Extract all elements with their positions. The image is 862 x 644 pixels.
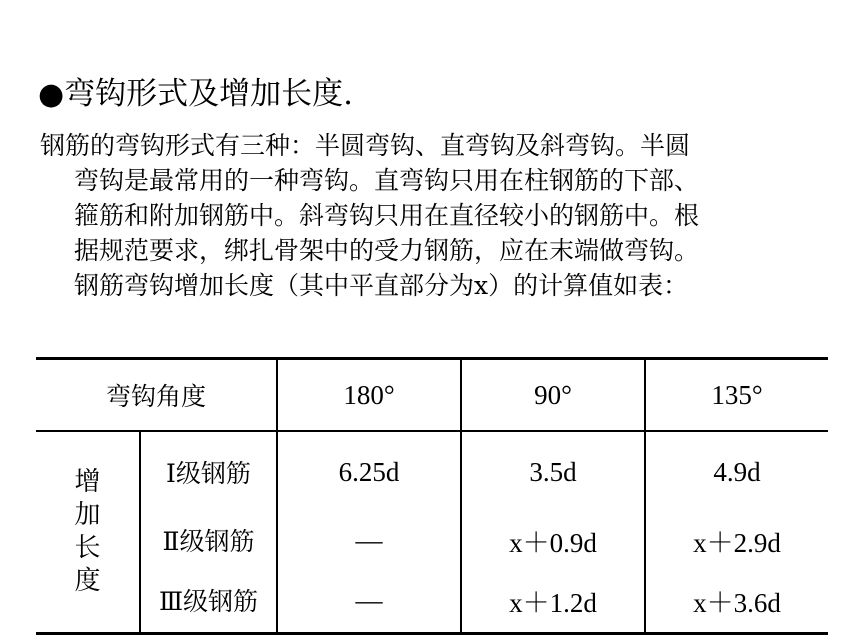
added-length-char: 度 xyxy=(74,566,101,596)
value-cell: x＋0.9d xyxy=(461,512,645,568)
paragraph-line: 据规范要求，绑扎骨架中的受力钢筋，应在末端做弯钩。 xyxy=(74,236,700,265)
added-length-label xyxy=(36,431,140,634)
hook-angle-header: 弯钩角度 xyxy=(36,359,277,432)
table-row xyxy=(36,512,828,568)
angle-180-header: 180° xyxy=(277,359,461,432)
added-length-char: 增 xyxy=(74,467,101,497)
value-cell: — xyxy=(277,568,461,634)
table-row xyxy=(36,568,828,634)
value-cell: — xyxy=(277,512,461,568)
value-cell: x＋1.2d xyxy=(461,568,645,634)
added-length-char: 加 xyxy=(74,500,101,530)
angle-135-header: 135° xyxy=(645,359,828,432)
paragraph-line: 钢筋的弯钩形式有三种：半圆弯钩、直弯钩及斜弯钩。半圆 xyxy=(40,131,691,160)
angle-90-header: 90° xyxy=(461,359,645,432)
bullet-icon: ● xyxy=(38,77,65,112)
paragraph-line: 箍筋和附加钢筋中。斜弯钩只用在直径较小的钢筋中。根 xyxy=(74,201,700,230)
hook-length-table xyxy=(36,357,828,635)
paragraph-line: 弯钩是最常用的一种弯钩。直弯钩只用在柱钢筋的下部、 xyxy=(74,166,700,195)
paragraph-line: 钢筋弯钩增加长度（其中平直部分为x）的计算值如表： xyxy=(74,271,689,300)
steel-grade-cell: Ⅰ级钢筋 xyxy=(140,431,277,512)
value-cell: x＋2.9d xyxy=(693,527,781,558)
added-length-char: 长 xyxy=(74,533,101,563)
table-row xyxy=(36,431,828,512)
heading-text: 弯钩形式及增加长度. xyxy=(64,76,354,112)
value-cell: 3.5d xyxy=(461,431,645,512)
value-cell: 6.25d xyxy=(277,431,461,512)
table-header-row xyxy=(36,359,828,432)
description-paragraph xyxy=(40,128,830,303)
steel-grade-cell: Ⅱ级钢筋 xyxy=(140,512,277,568)
value-cell: x＋3.6d xyxy=(645,568,828,634)
steel-grade-cell: Ⅲ级钢筋 xyxy=(140,568,277,634)
section-heading xyxy=(38,74,353,115)
value-cell: 4.9d xyxy=(713,456,761,487)
